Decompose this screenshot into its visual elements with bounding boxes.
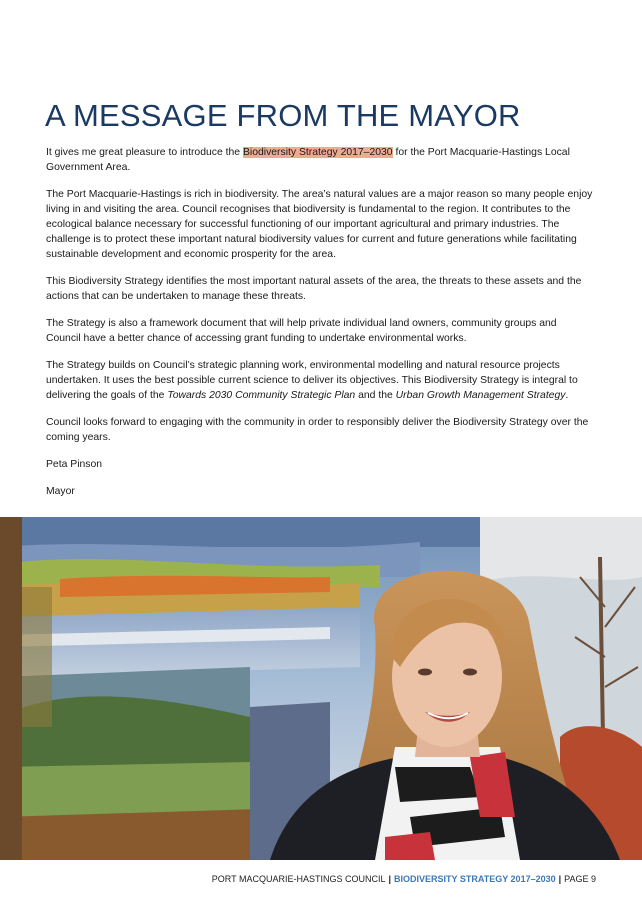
- signature-name: Peta Pinson: [46, 459, 103, 470]
- planning-text-1: The Strategy builds on Council’s strategic planning work, environmental modelling and natural resource projects undertaken. It uses the best possible current science to deliver its objectives. This Biodiversity Strategy is integral to delivering the goals of the: [46, 360, 578, 401]
- paragraph-engagement: Council looks forward to engaging with the community in order to responsibly deliver the Biodiversity Strategy over the coming years.: [46, 417, 589, 443]
- paragraph-biodiversity: The Port Macquarie-Hastings is rich in biodiversity. The area’s natural values are a major reason so many people enjoy living in and visiting the area. Council recognises that biodiversity is fundamental to the region. It contributes to the ecological balance necessary for successful functioning of our important agricultural and primary industries. The challenge is to protect these important natural biodiversity values for current and future generations while facilitating sustainable development and economic prosperity for the area.: [46, 189, 593, 260]
- plan-title-italic: Towards 2030 Community Strategic Plan: [167, 390, 356, 401]
- growth-strategy-italic: Urban Growth Management Strategy: [395, 390, 566, 401]
- footer-separator-1: |: [388, 874, 392, 884]
- message-body: [46, 145, 594, 511]
- planning-text-2: and the: [355, 390, 396, 401]
- page-title: A MESSAGE FROM THE MAYOR: [45, 98, 521, 133]
- strategy-highlight: Biodiversity Strategy 2017–2030: [242, 147, 393, 158]
- planning-text-3: .: [565, 390, 569, 401]
- footer-strategy: BIODIVERSITY STRATEGY 2017–2030: [394, 874, 556, 884]
- footer-separator-2: |: [558, 874, 562, 884]
- footer-page-number: PAGE 9: [564, 874, 596, 884]
- footer-council: PORT MACQUARIE-HASTINGS COUNCIL: [211, 874, 386, 884]
- intro-text-after: for the Port Macquarie-Hastings Local Government Area.: [46, 147, 570, 173]
- intro-text-before: It gives me great pleasure to introduce the: [46, 147, 243, 158]
- page-footer: [0, 874, 596, 884]
- paragraph-intro: [46, 145, 594, 175]
- paragraph-planning: [46, 358, 594, 403]
- signature-role: Mayor: [46, 486, 75, 497]
- paragraph-framework: The Strategy is also a framework document that will help private individual land owners, community groups and Council have a better chance of accessing grant funding to undertake environmental works.: [46, 318, 557, 344]
- mayor-photo: [0, 517, 642, 860]
- paragraph-assets: This Biodiversity Strategy identifies the most important natural assets of the area, the threats to these assets and the actions that can be undertaken to manage these threats.: [46, 276, 582, 302]
